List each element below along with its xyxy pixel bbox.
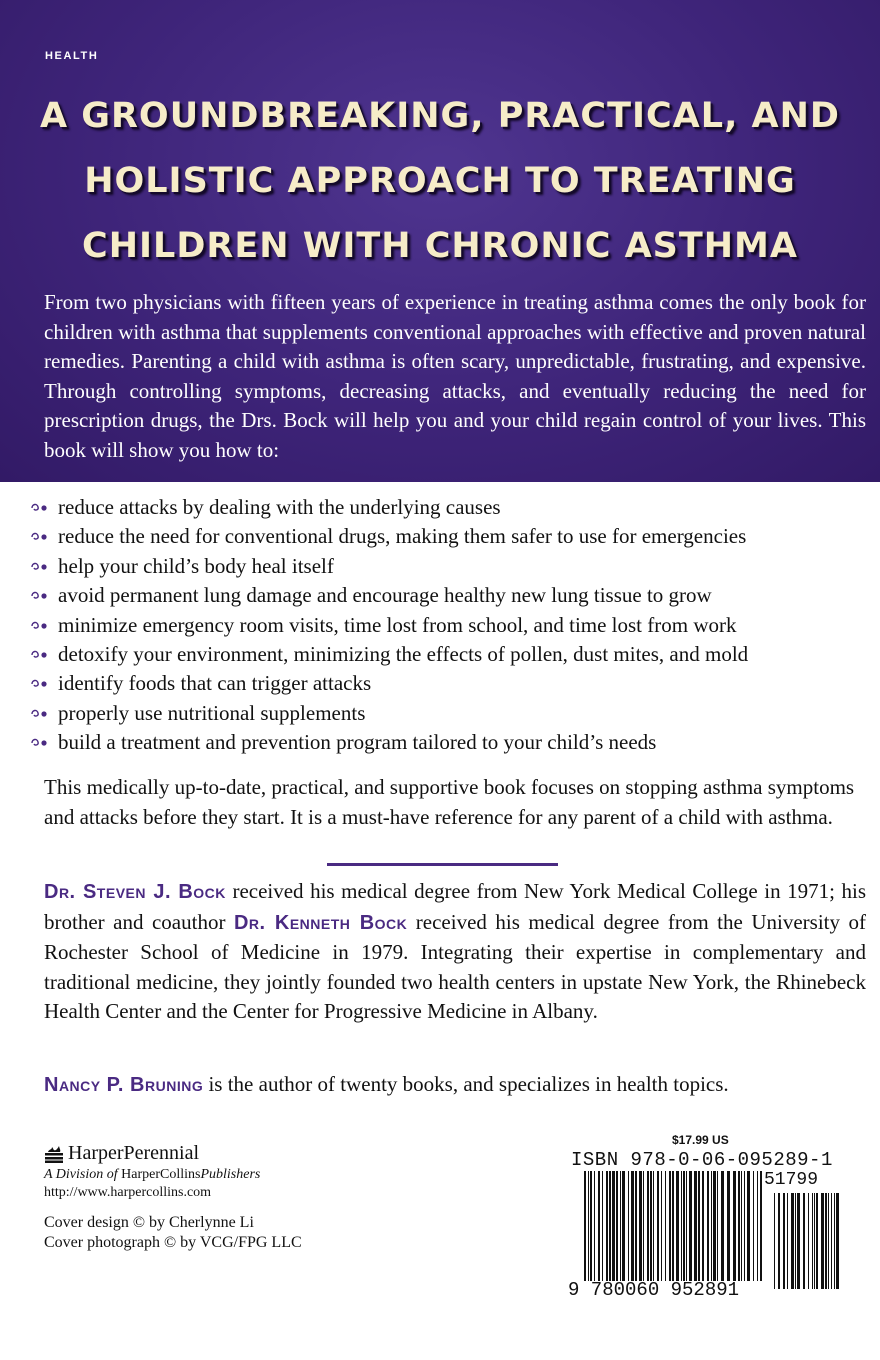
bullet-icon [30,531,50,543]
list-item [30,522,748,551]
benefit-list [30,493,748,758]
division-suffix: Publishers [200,1167,261,1182]
author-name-nancy-bruning: Nancy P. Bruning [44,1074,204,1096]
list-item-text: reduce the need for conventional drugs, making them safer to use for emergencies [58,524,747,549]
headline-line-3: CHILDREN WITH CHRONIC ASTHMA [82,226,798,266]
bullet-icon [30,737,50,749]
category-label: HEALTH [45,50,99,62]
publisher-name: HarperPerennial [68,1142,200,1164]
list-item [30,552,748,581]
list-item-text: reduce attacks by dealing with the underlying causes [58,495,501,519]
list-item [30,581,748,610]
authors-bio [44,877,866,1027]
division-prefix: A Division of [44,1167,118,1182]
bullet-icon [30,678,50,690]
cover-photo-credit: Cover photograph © by VCG/FPG LLC [44,1234,302,1251]
bullet-icon [30,561,50,573]
ean-digits: 9 780060 952891 [568,1279,740,1301]
publisher-url: http://www.harpercollins.com [44,1185,212,1200]
bullet-icon [30,590,50,602]
bullet-icon [30,708,50,720]
publisher-division [44,1167,260,1183]
summary-paragraph: This medically up-to-date, practical, and supportive book focuses on stopping asthma symptoms and attacks before they start. It is a must-have reference for any parent of a child with asthma. [44,775,855,829]
list-item [30,699,748,728]
cover-credits [44,1213,302,1253]
list-item-text: build a treatment and prevention program tailored to your child’s needs [58,730,657,755]
intro-paragraph: From two physicians with fifteen years of experience in treating asthma comes the only book for children with asthma that supplements conventional approaches with effective and proven natural remedies. Parenting a child with asthma is often scary, unpredictable, frustrating, and expensive. Through controlling symptoms, decreasing attacks, and eventually reducing the need for prescription drugs, the Drs. Bock will help you and your child regain control of your lives. This book will show you how to: [44,290,866,462]
cover-design-credit: Cover design © by Cherlynne Li [44,1214,254,1231]
list-item-text: minimize emergency room visits, time lost from school, and time lost from work [58,612,737,637]
bullet-icon [30,649,50,661]
list-item-text: detoxify your environment, minimizing the effects of pollen, dust mites, and mold [58,642,749,667]
list-item-text: properly use nutritional supplements [58,700,366,725]
headline [20,84,860,279]
division-name: HarperCollins [121,1167,201,1182]
list-item-text: identify foods that can trigger attacks [58,671,372,696]
coauthor-bio-text: is the author of twenty books, and specializes in health topics. [203,1072,729,1096]
coauthor-bio [44,1070,866,1101]
headline-line-2: HOLISTIC APPROACH TO TREATING [84,161,796,201]
author-name-steven-bock: Dr. Steven J. Bock [44,881,226,903]
bullet-icon [30,502,50,514]
price-label: $17.99 US [672,1133,729,1147]
bio-text-1: received his medical degree from New York Medical College in 1971; his brother and coauthor [44,879,866,934]
publisher-block [44,1142,260,1201]
list-item [30,493,748,522]
divider-rule [327,863,558,866]
list-item [30,669,748,698]
list-item-text: help your child’s body heal itself [58,553,334,578]
barcode-block [568,1133,844,1303]
list-item [30,640,748,669]
author-name-kenneth-bock: Dr. Kenneth Bock [233,911,408,934]
headline-line-1: A GROUNDBREAKING, PRACTICAL, AND [39,96,840,136]
list-item [30,611,748,640]
price-addon-number: 51799 [764,1170,819,1190]
list-item [30,728,748,757]
bio-text-2: received his medical degree from the University of Rochester School of Medicine in 1979. Integrating their expertise in complementary and traditional medicine, they jointly founded two health centers in upstate New York, the Rhinebeck Health Center and the Center for Progressive Medicine in Albany. [44,909,866,1023]
bullet-icon [30,620,50,632]
harper-fire-logo-icon [44,1145,64,1163]
isbn-label: ISBN 978-0-06-095289-1 [571,1149,833,1171]
list-item-text: avoid permanent lung damage and encourage healthy new lung tissue to grow [58,583,712,608]
